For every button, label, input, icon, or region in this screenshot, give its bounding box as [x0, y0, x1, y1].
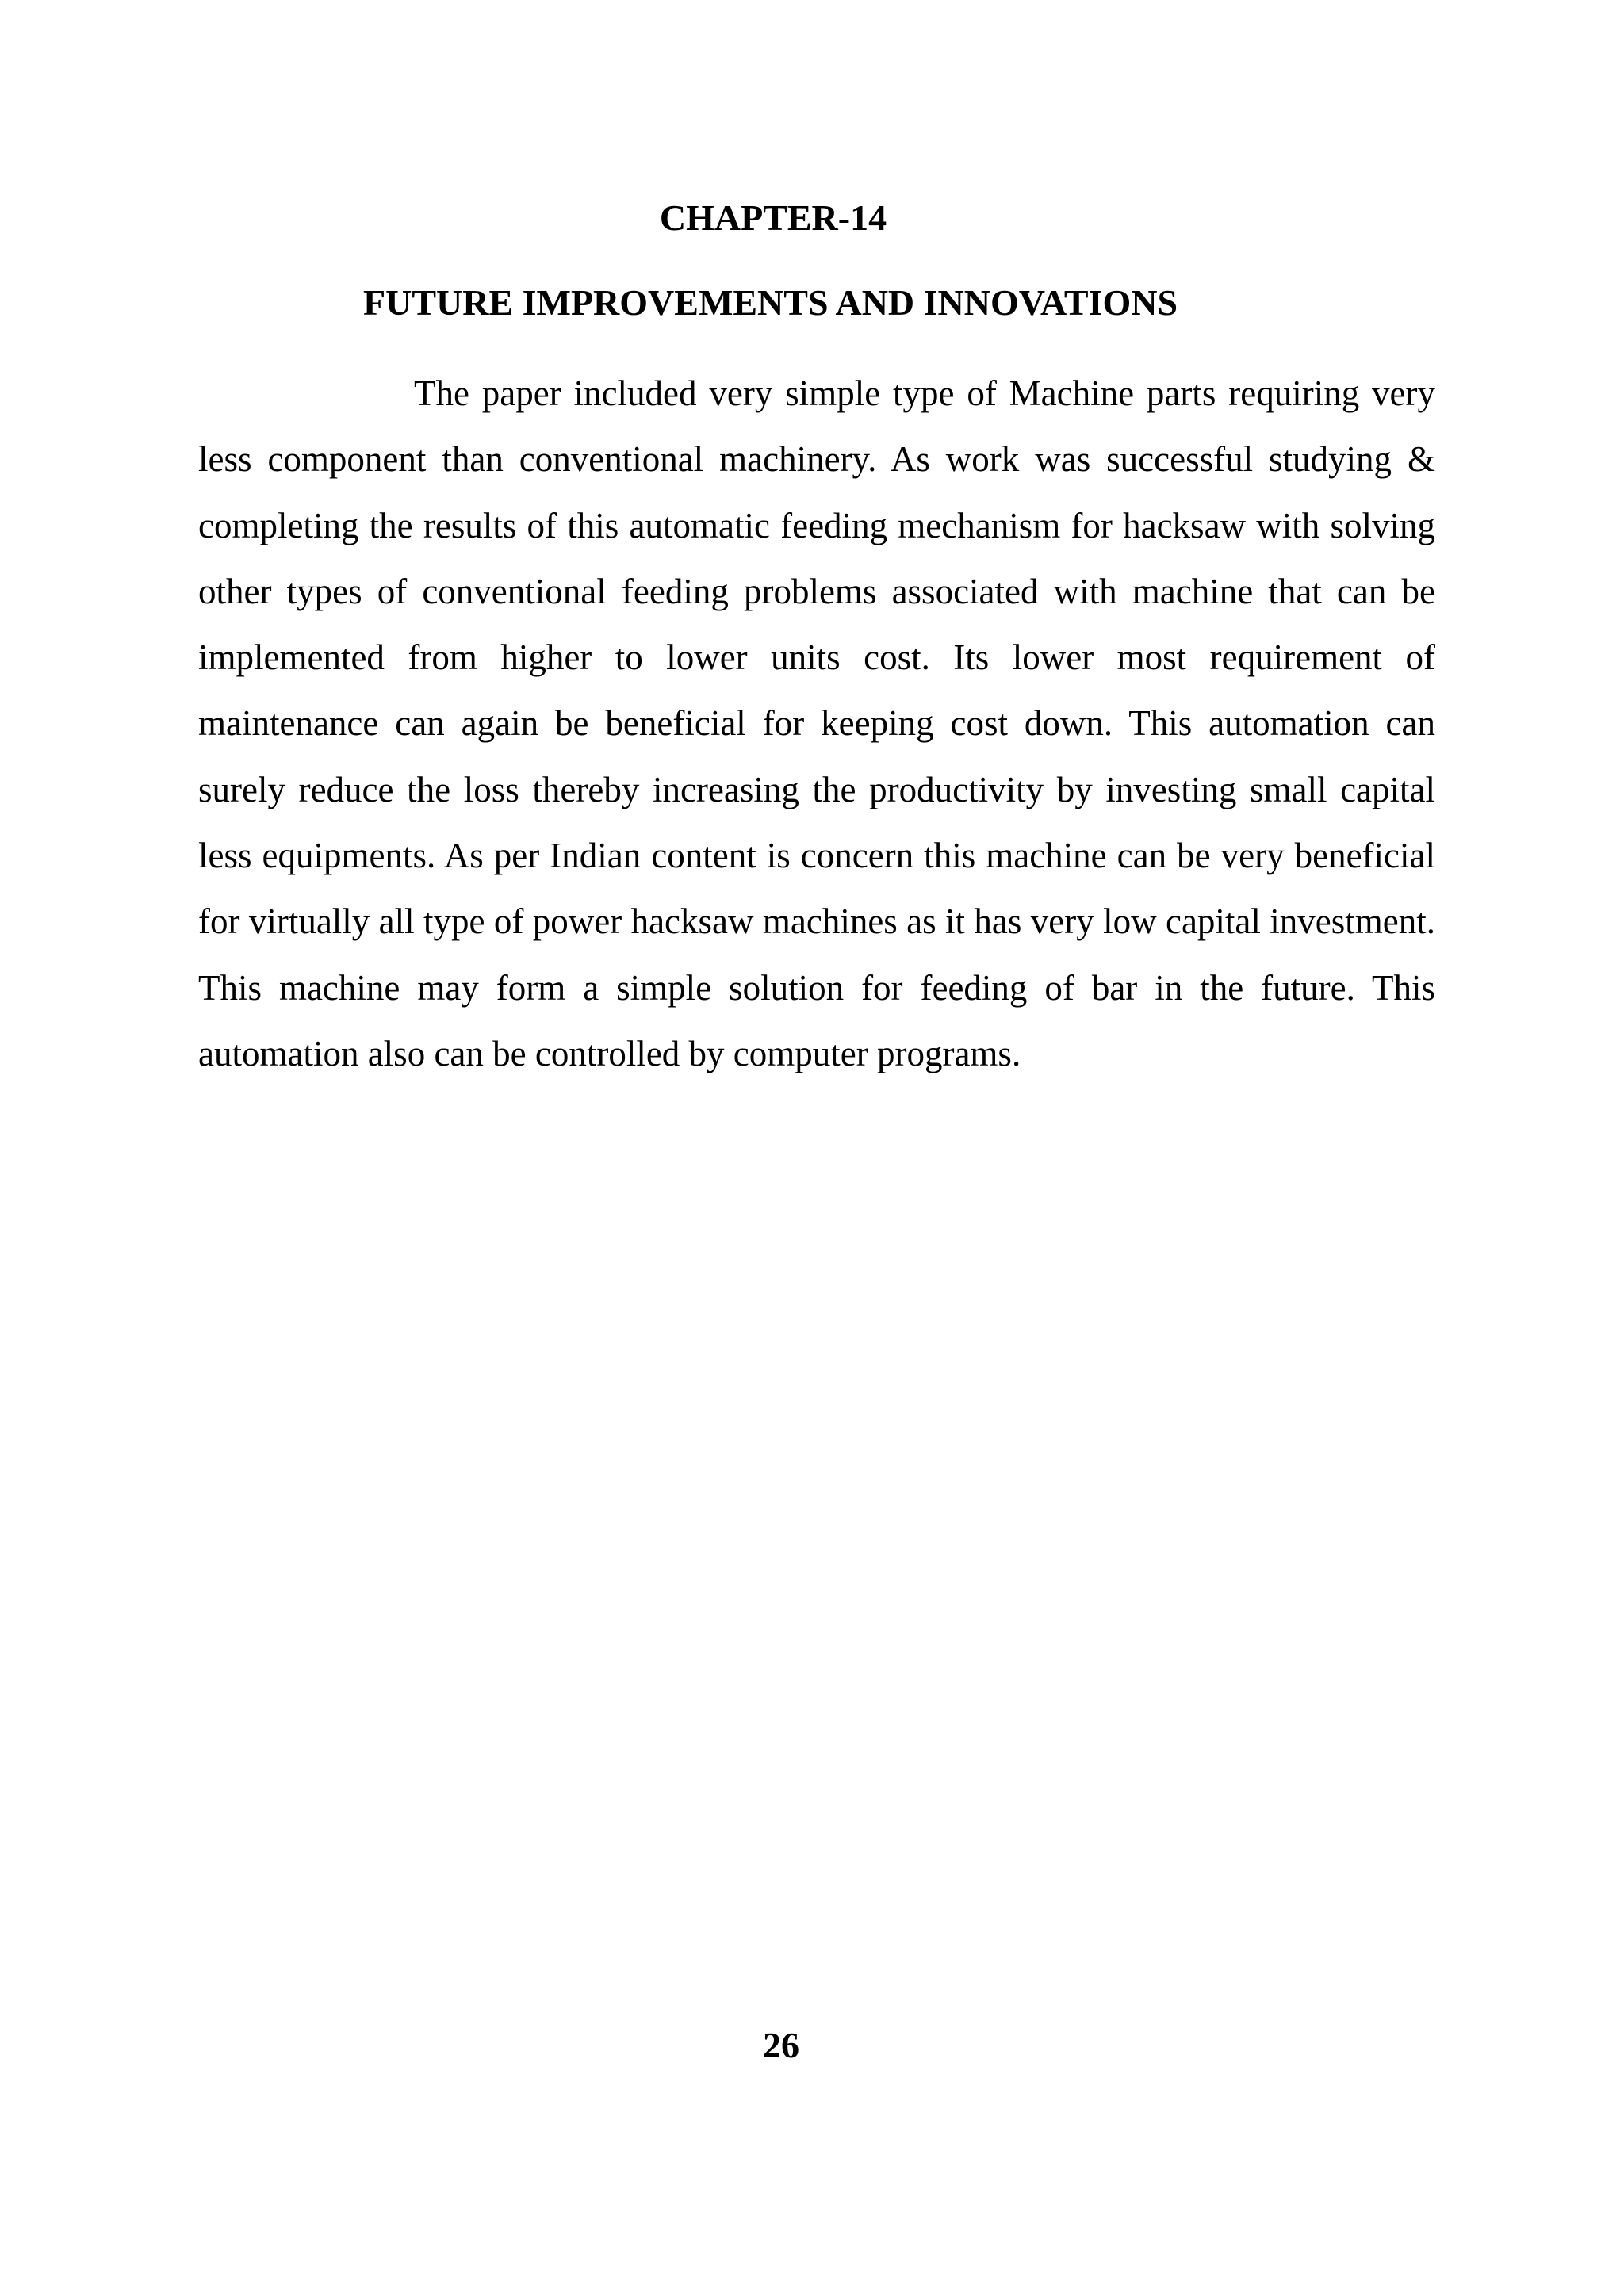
- chapter-title: FUTURE IMPROVEMENTS AND INNOVATIONS: [363, 282, 1178, 323]
- body-paragraph: The paper included very simple type of Machine parts requiring very less component than conventional machinery. As work was successful studying & completing the results of this automatic feeding mechanism for hacksaw with solving other types of conventional feeding problems associated with machine that can be implemented from higher to lower units cost. Its lower most requirement of maintenance can again be beneficial for keeping cost down. This automation can surely reduce the loss thereby increasing the productivity by investing small capital less equipments. As per Indian content is concern this machine can be very beneficial for virtually all type of power hacksaw machines as it has very low capital investment. This machine may form a simple solution for feeding of bar in the future. This automation also can be controlled by computer programs.: [198, 373, 1435, 1073]
- chapter-label: CHAPTER-14: [659, 197, 887, 238]
- chapter-title-container: [198, 279, 1546, 327]
- page-number: 26: [763, 2025, 799, 2065]
